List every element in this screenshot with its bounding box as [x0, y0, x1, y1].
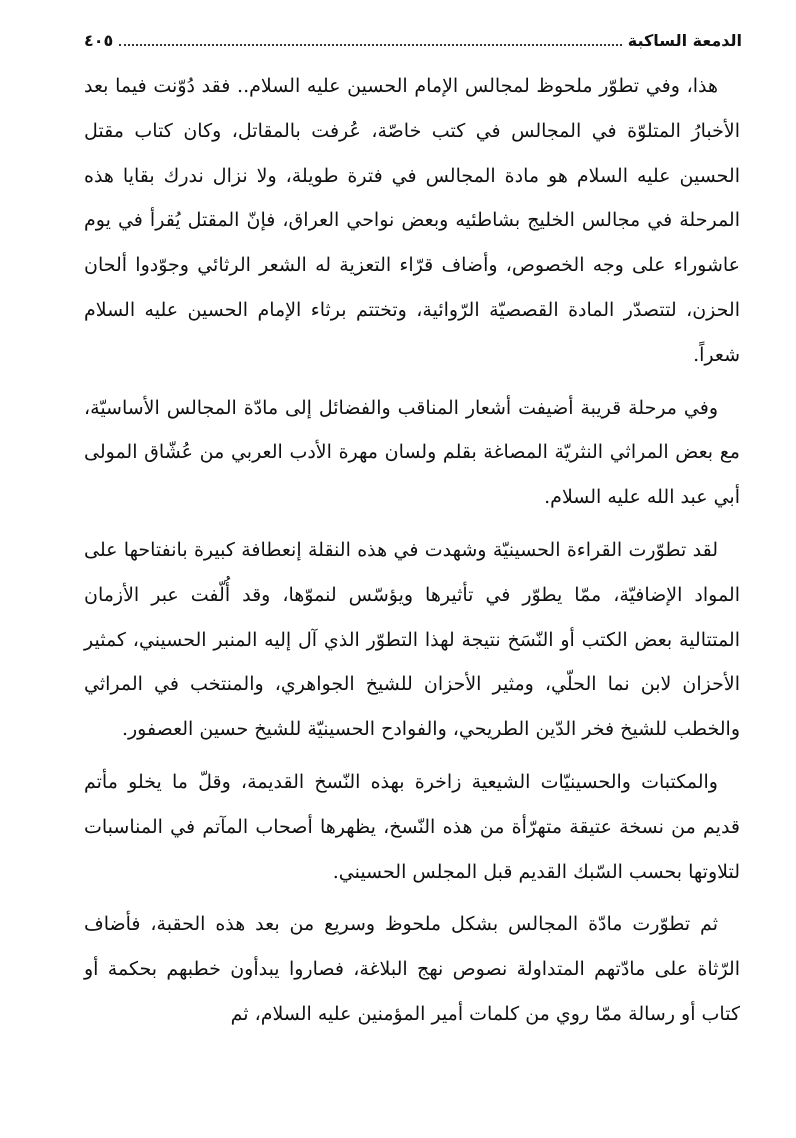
page-number: ٤٠٥ — [84, 31, 114, 50]
paragraph: لقد تطوّرت القراءة الحسينيّة وشهدت في هذه النقلة إنعطافة كبيرة بانفتاحها على المواد الإضافيّة، ممّا يطوّر في تأثيرها ويؤسّس لنموّها، وقد أُلّفت عبر الأزمان المتتالية بعض الكتب أو النّسَخ نتيجة لهذا التطوّر الذي آل إليه المنبر الحسيني، كمثير الأحزان لابن نما الحلّي، ومثير الأحزان للشيخ الجواهري، والمنتخب في المراثي والخطب للشيخ فخر الدّين الطريحي، والفوادح الحسينيّة للشيخ حسين العصفور. — [84, 538, 740, 741]
book-title: الدمعة الساكبة — [627, 31, 742, 50]
running-header — [84, 28, 742, 50]
paragraph: والمكتبات والحسينيّات الشيعية زاخرة بهذه النّسخ القديمة، وقلّ ما يخلو مأتم قديم من نسخة عتيقة متهرّأة من هذه النّسخ، يظهرها أصحاب المآتم في المناسبات لتلاوتها بحسب السّبك القديم قبل المجلس الحسيني. — [84, 770, 740, 883]
body-text — [84, 64, 740, 1045]
header-leader-dots — [119, 44, 621, 46]
paragraph: وفي مرحلة قريبة أضيفت أشعار المناقب والفضائل إلى مادّة المجالس الأساسيّة، مع بعض المراثي النثريّة المصاغة بقلم ولسان مهرة الأدب العربي من عُشّاق المولى أبي عبد الله عليه السلام. — [84, 396, 740, 509]
paragraph: ثم تطوّرت مادّة المجالس بشكل ملحوظ وسريع من بعد هذه الحقبة، فأضاف الرّثاة على مادّتهم المتداولة نصوص نهج البلاغة، فصاروا يبدأون خطبهم بحكمة أو كتاب أو رسالة ممّا روي من كلمات أمير المؤمنين عليه السلام، ثم — [84, 913, 740, 1025]
paragraph: هذا، وفي تطوّر ملحوظ لمجالس الإمام الحسين عليه السلام.. فقد دُوّنت فيما بعد الأخبارُ المتلوّة في المجالس في كتب خاصّة، عُرفت بالمقاتل، وكان كتاب مقتل الحسين عليه السلام هو مادة المجالس في فترة طويلة، ولا نزال ندرك بقايا هذه المرحلة في مجالس الخليج بشاطئيه وبعض نواحي العراق، فإنّ المقتل يُقرأ في يوم عاشوراء على وجه الخصوص، وأضاف قرّاء التعزية له الشعر الرثائي وجوّدوا ألحان الحزن، لتتصدّر المادة القصصيّة الرّوائية، وتختتم برثاء الإمام الحسين عليه السلام شعراً. — [84, 75, 740, 366]
